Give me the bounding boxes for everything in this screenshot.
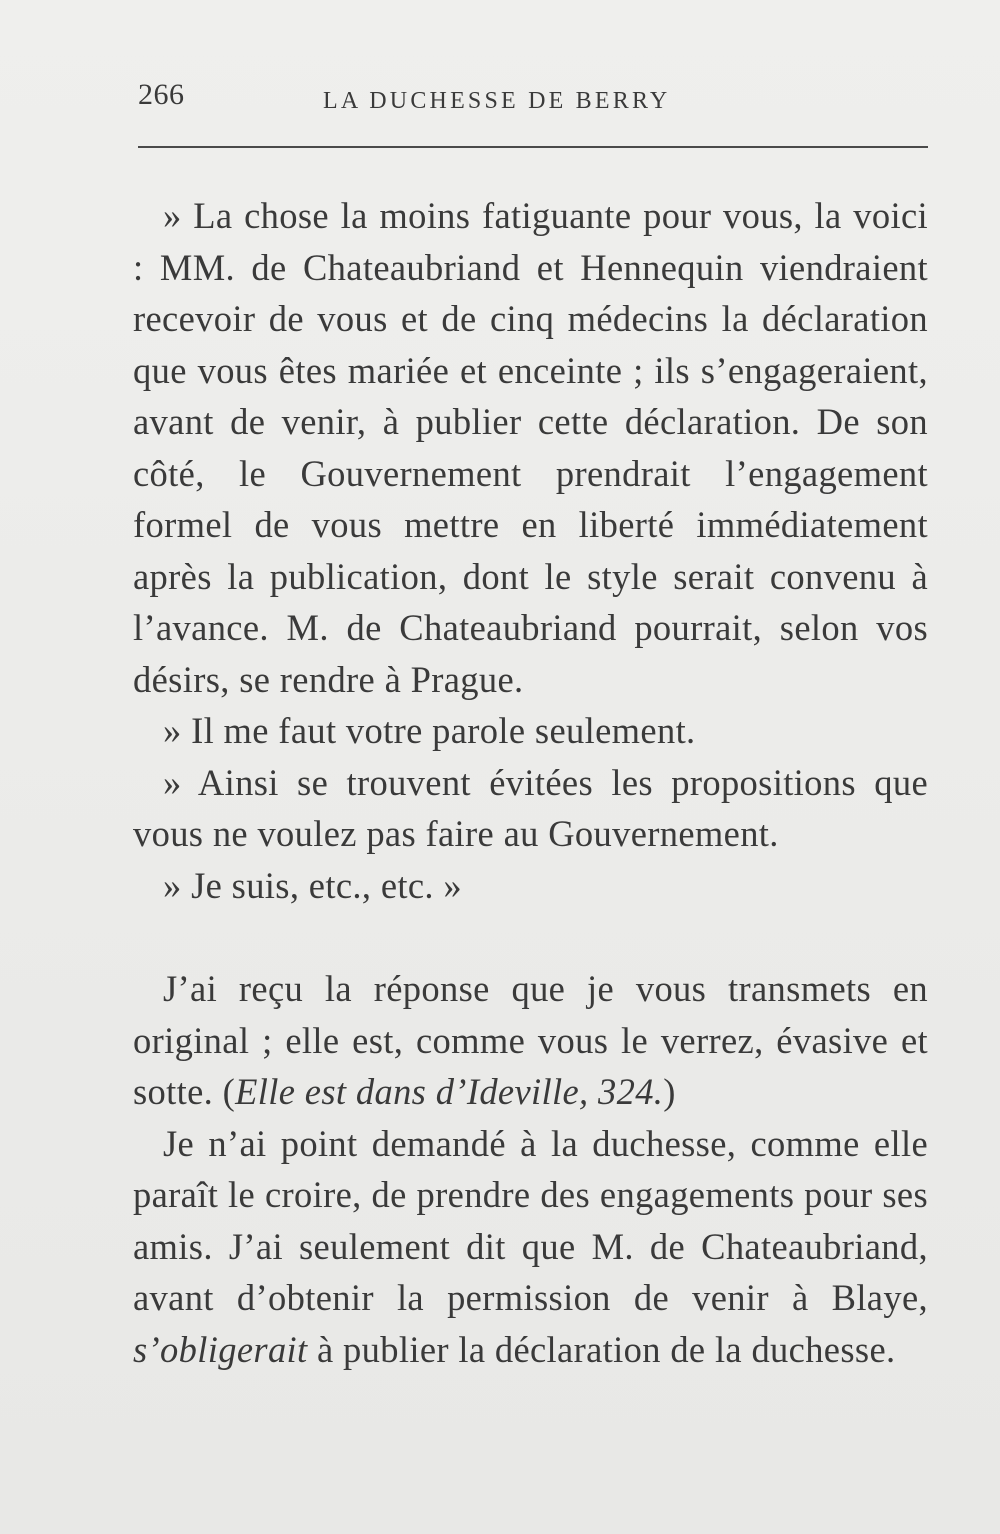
narrative-text: Je n’ai point demandé à la duchesse, comme elle paraît le croire, de prendre des engagements pour ses amis. J’ai seulement dit que M. de Chateaubriand, avant d’obtenir la permission de venir à Blaye, xyxy=(133,1122,928,1318)
narrative-text: à publier la déclaration de la duchesse. xyxy=(307,1328,896,1370)
reference-italic: Elle est dans d’Ideville, 324. xyxy=(235,1071,664,1112)
header-rule xyxy=(138,146,928,148)
page-header xyxy=(138,78,928,122)
running-title: LA DUCHESSE DE BERRY xyxy=(323,88,671,114)
page-body xyxy=(133,190,928,1375)
narrative-paragraph-1 xyxy=(133,963,928,1118)
section-gap xyxy=(133,911,928,963)
letter-closing: » Je suis, etc., etc. » xyxy=(163,864,462,906)
narrative-text: J’ai reçu la réponse que je vous transmets en original ; elle est, comme vous le verrez, évasive et sotte. ( xyxy=(133,968,928,1112)
page-number: 266 xyxy=(138,78,185,111)
letter-paragraph-3: » Ainsi se trouvent évitées les propositions que vous ne voulez pas faire au Gouvernement. xyxy=(133,761,928,854)
narrative-paragraph-2 xyxy=(133,1118,928,1376)
letter-paragraph-1: » La chose la moins fatiguante pour vous, la voici : MM. de Chateaubriand et Hennequin viendraient recevoir de vous et de cinq médecins la déclaration que vous êtes mariée et enceinte ; ils s’engageraient, avant de venir, à publier cette déclaration. De son côté, le Gouvernement prendrait l’engagement formel de vous mettre en liberté immédiatement après la publication, dont le style serait convenu à l’avance. M. de Chateaubriand pourrait, selon vos désirs, se rendre à Prague. xyxy=(133,195,928,700)
narrative-text: ) xyxy=(663,1071,676,1112)
letter-paragraph-2: » Il me faut votre parole seulement. xyxy=(163,710,696,751)
emphasis-italic: s’obligerait xyxy=(133,1328,308,1370)
